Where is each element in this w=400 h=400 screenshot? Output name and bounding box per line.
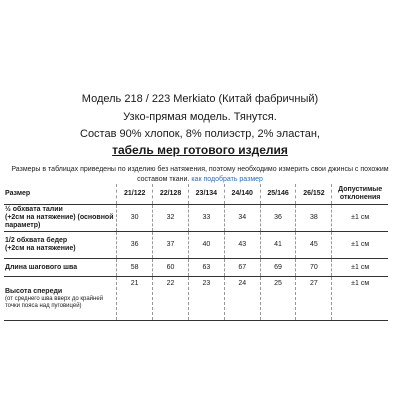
table-cell: 41 [260,232,296,259]
table-cell: 63 [188,259,224,277]
table-cell: 33 [188,205,224,232]
table-cell: 36 [117,232,153,259]
tolerance-cell: ±1 см [332,232,388,259]
table-cell: 40 [188,232,224,259]
table-cell: 36 [260,205,296,232]
table-cell: 21 [117,277,153,321]
column-header-size: Размер [4,184,117,205]
table-cell: 60 [153,259,189,277]
column-header-size-22: 22/128 [153,184,189,205]
table-cell: 67 [224,259,260,277]
table-cell: 23 [188,277,224,321]
table-cell: 27 [296,277,332,321]
table-cell: 58 [117,259,153,277]
row-label-cell [4,259,117,277]
table-row-waist [4,205,388,232]
row-label-cell [4,205,117,232]
table-cell: 43 [224,232,260,259]
row-sublabel: (+2см на натяжение) (основной параметр) [5,214,114,229]
column-header-size-23: 23/134 [188,184,224,205]
column-header-size-26: 26/152 [296,184,332,205]
column-header-size-21: 21/122 [117,184,153,205]
note-text: Размеры в таблицах приведены по изделию без натяжения, поэтому необходимо измерить свои джинсы с похожим составом ткани. [11,166,389,183]
row-sublabel: (от среднего шва вверх до крайней точки пояса над пуговицей) [5,295,104,309]
row-label: 1/2 обхвата бедер [5,237,68,244]
measurement-note [0,165,400,185]
row-label: Высота спереди [5,287,63,295]
size-guide-link[interactable]: как подобрать размер [191,176,263,183]
size-table [4,184,388,321]
table-row-front-rise [4,277,388,321]
row-label: Длина шагового шва [5,263,78,271]
model-title: Модель 218 / 223 Merkiato (Китай фабричный) [81,93,319,105]
column-header-size-24: 24/140 [224,184,260,205]
table-cell: 34 [224,205,260,232]
table-cell: 70 [296,259,332,277]
table-cell: 24 [224,277,260,321]
table-cell: 32 [153,205,189,232]
table-cell: 37 [153,232,189,259]
row-label-cell [4,277,117,321]
fabric-composition: Состав 90% хлопок, 8% полиэстр, 2% эластан, [80,128,320,140]
table-cell: 30 [117,205,153,232]
row-label: ½ обхвата талии [5,206,63,213]
tolerance-cell: ±1 см [332,205,388,232]
tolerance-cell: ±1 см [332,259,388,277]
fit-description: Узко-прямая модель. Тянутся. [123,111,277,123]
row-sublabel: (+2см на натяжение) [5,245,76,252]
row-label-cell [4,232,117,259]
table-cell: 25 [260,277,296,321]
column-header-tolerance: Допустимые отклонения [332,184,388,205]
tolerance-cell: ±1 см [332,277,388,321]
table-header-row [4,184,388,205]
table-cell: 22 [153,277,189,321]
table-row-hips [4,232,388,259]
table-cell: 45 [296,232,332,259]
table-row-inseam [4,259,388,277]
column-header-size-25: 25/146 [260,184,296,205]
table-cell: 38 [296,205,332,232]
table-cell: 69 [260,259,296,277]
table-title: табель мер готового изделия [112,143,288,157]
